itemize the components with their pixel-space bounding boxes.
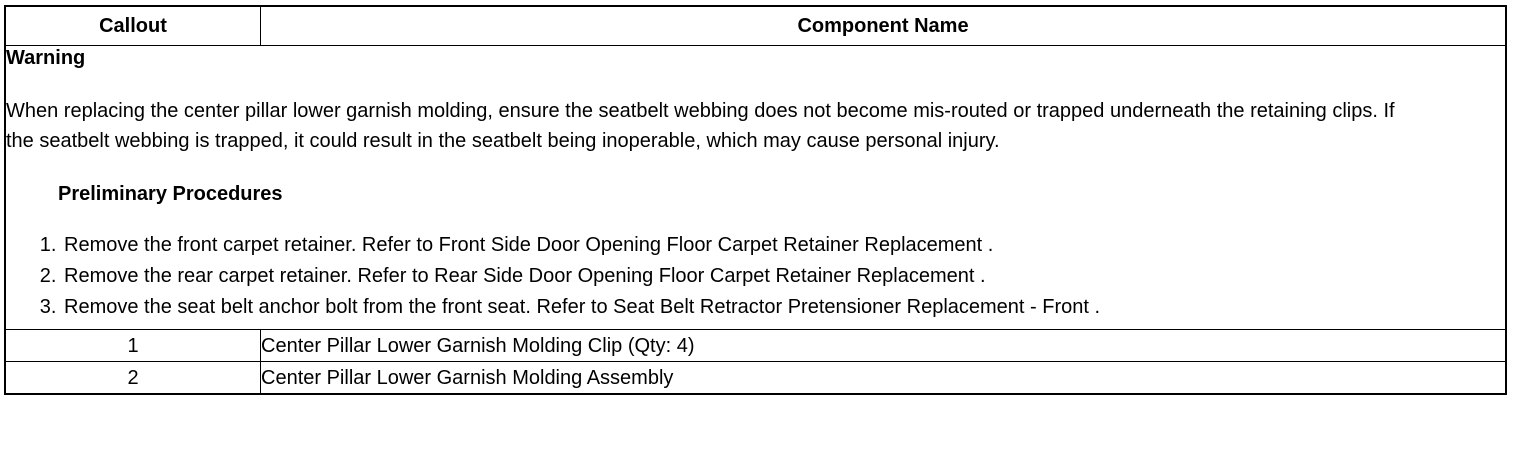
- callout-header: Callout: [5, 6, 261, 46]
- table-row: [5, 330, 1506, 362]
- preliminary-step: 3. Remove the seat belt anchor bolt from the front seat. Refer to Seat Belt Retractor Pretensioner Replacement - Front .: [62, 292, 1505, 323]
- info-row: [5, 46, 1506, 330]
- warning-text: When replacing the center pillar lower garnish molding, ensure the seatbelt webbing does not become mis-routed or trapped underneath the retaining clips. If the seatbelt webbing is trapped, it could result in the seatbelt being inoperable, which may cause personal injury.: [6, 100, 1395, 152]
- preliminary-procedures-title: Preliminary Procedures: [58, 183, 283, 205]
- header-row: [5, 6, 1506, 46]
- component-table-wrapper: [4, 5, 1507, 395]
- preliminary-step: 1. Remove the front carpet retainer. Refer to Front Side Door Opening Floor Carpet Retainer Replacement .: [62, 230, 1505, 261]
- preliminary-steps-list: [6, 230, 1505, 323]
- info-cell: [5, 46, 1506, 330]
- component-name-header: Component Name: [261, 6, 1507, 46]
- preliminary-step: 2. Remove the rear carpet retainer. Refer to Rear Side Door Opening Floor Carpet Retainer Replacement .: [62, 261, 1505, 292]
- component-table: [4, 5, 1507, 395]
- warning-title: Warning: [6, 47, 86, 69]
- component-name: Center Pillar Lower Garnish Molding Assembly: [261, 362, 1507, 395]
- callout-number: 2: [5, 362, 261, 395]
- component-name: Center Pillar Lower Garnish Molding Clip (Qty: 4): [261, 330, 1507, 362]
- table-row: [5, 362, 1506, 395]
- callout-number: 1: [5, 330, 261, 362]
